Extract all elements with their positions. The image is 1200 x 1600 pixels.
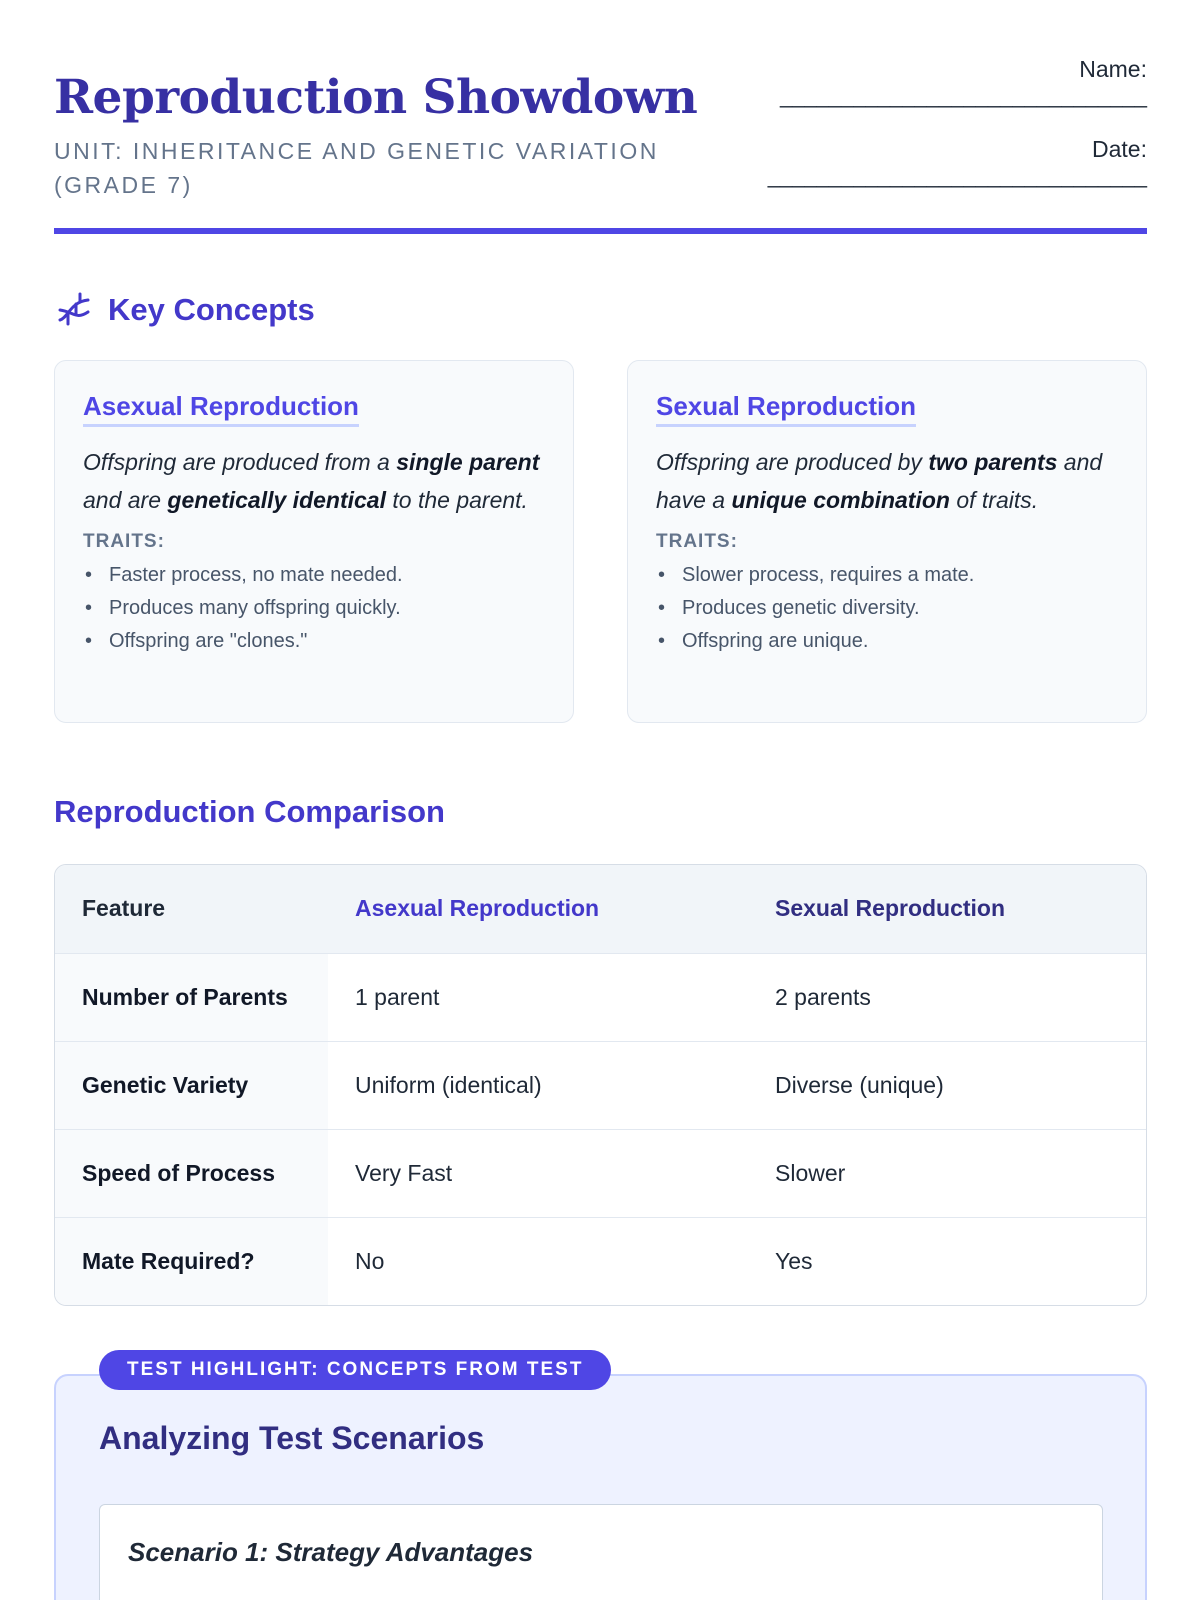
date-label: Date: [1092,136,1147,162]
sexual-concept-card [627,360,1147,723]
list-item: • Slower process, requires a mate. [656,559,1118,592]
header-feature: Feature [55,865,328,953]
comparison-table [54,864,1147,1306]
table-row [55,1217,1146,1305]
feature-cell: Mate Required? [55,1217,328,1305]
scenario-card [99,1504,1103,1600]
test-highlight-title: Analyzing Test Scenarios [99,1420,485,1456]
feature-cell: Speed of Process [55,1129,328,1217]
feature-cell: Genetic Variety [55,1041,328,1129]
list-item: • Produces many offspring quickly. [83,592,545,625]
test-highlight-box [54,1359,1147,1600]
asexual-traits-label: TRAITS: [83,531,165,552]
asexual-cell: Very Fast [328,1129,748,1217]
sexual-cell: Slower [748,1129,1146,1217]
key-concepts-title: Key Concepts [108,292,315,327]
asexual-desc-text: to the parent. [386,487,528,513]
table-row [55,1129,1146,1217]
asexual-concept-card [54,360,574,723]
comparison-heading [54,794,445,830]
list-item: • Offspring are "clones." [83,625,545,658]
list-item: • Produces genetic diversity. [656,592,1118,625]
list-item: • Faster process, no mate needed. [83,559,545,592]
page-title: Reproduction Showdown [54,70,698,125]
unit-subtitle: UNIT: INHERITANCE AND GENETIC VARIATION (GRADE 7) [54,138,659,198]
table-row [55,1041,1146,1129]
sexual-desc-emphasis: two parents [928,449,1058,475]
sexual-traits-label: TRAITS: [656,531,738,552]
asexual-cell: No [355,1247,385,1274]
asexual-cell: Uniform (identical) [328,1041,748,1129]
sexual-desc-text: of traits. [949,487,1039,513]
header-asexual: Asexual Reproduction [328,865,748,953]
key-concepts-heading [54,290,315,330]
sexual-desc-emphasis: unique combination [731,487,950,513]
name-line: ______________________________ [779,83,1147,108]
worksheet-page [54,0,1147,1567]
sexual-desc-text: and have a [656,449,1103,513]
scenario-title: Scenario 1: Strategy Advantages [128,1537,534,1567]
comparison-title: Reproduction Comparison [54,794,445,829]
feature-cell: Number of Parents [55,953,328,1041]
sexual-cell: 2 parents [748,953,1146,1041]
asexual-desc-text: Offspring are produced from a [83,449,397,475]
name-label: Name: [1079,56,1147,82]
test-highlight-badge: TEST HIGHLIGHT: CONCEPTS FROM TEST [99,1350,611,1390]
sexual-desc-text: Offspring are produced by [656,449,929,475]
asexual-desc-emphasis: genetically identical [167,487,386,513]
date-field [768,136,1147,189]
asexual-card-title: Asexual Reproduction [83,391,359,427]
table-header-row [55,865,1146,953]
asexual-description [83,443,545,519]
worksheet-header [54,0,1147,234]
list-item: • Offspring are unique. [656,625,1118,658]
sexual-cell: Diverse (unique) [748,1041,1146,1129]
dna-icon [54,290,94,330]
sexual-card-title: Sexual Reproduction [656,391,916,427]
asexual-desc-text: and are [83,487,168,513]
asexual-desc-emphasis: single parent [396,449,540,475]
asexual-traits-list [83,559,545,658]
header-sexual: Sexual Reproduction [748,865,1146,953]
date-line: _______________________________ [767,163,1147,188]
sexual-description [656,443,1118,519]
table-row [55,953,1146,1041]
sexual-traits-list [656,559,1118,658]
name-field [780,56,1147,109]
asexual-cell: 1 parent [328,953,748,1041]
sexual-cell: Yes [775,1247,813,1274]
